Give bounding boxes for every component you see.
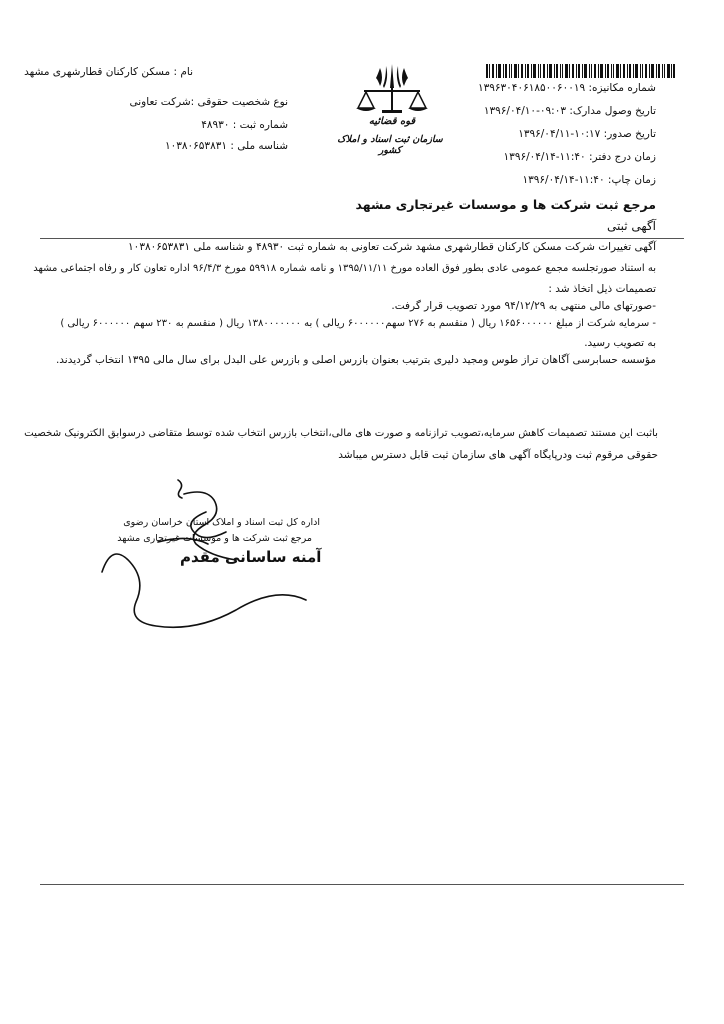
body-line-6: به تصویب رسید. [584, 337, 656, 349]
body-line-1: آگهی تغییرات شرکت مسکن کارکنان قطارشهری مشهد شرکت تعاونی به شماره ثبت ۴۸۹۳۰ و شناسه ملی ۱۰۳۸۰۶۵۳۸۳۱ [128, 241, 656, 253]
footer-note-line-1: باثبت این مستند تصمیمات کاهش سرمایه،تصویب ترازنامه و صورت های مالی،انتخاب بازرس انتخاب شده توسط متقاضی درسوابق الکترونیک شخصیت [24, 428, 658, 439]
signer-name: آمنه ساسانی مقدم [180, 548, 322, 566]
company-name-line: نام : مسکن کارکنان قطارشهری مشهد [24, 66, 193, 78]
bottom-divider [40, 884, 684, 885]
footer-note-line-2: حقوقی مرقوم ثبت ودرپایگاه آگهی های سازمان ثبت قابل دسترس میباشد [338, 449, 658, 461]
received-date: تاریخ وصول مدارک: ۰۹:۰۳-۱۳۹۶/۰۴/۱۰ [483, 105, 656, 117]
barcode-icon [486, 63, 676, 77]
mechanized-number: شماره مکانیزه: ۱۳۹۶۳۰۴۰۶۱۸۵۰۰۶۰۰۱۹ [477, 82, 656, 94]
signature-office-line-1: اداره کل ثبت اسناد و املاک استان خراسان رضوی [123, 517, 320, 528]
print-time: زمان چاپ: ۱۱:۴۰-۱۳۹۶/۰۴/۱۴ [522, 174, 656, 186]
body-line-5: - سرمایه شرکت از مبلغ ۱۶۵۶۰۰۰۰۰۰ ریال ( منقسم به ۲۷۶ سهم۶۰۰۰۰۰۰ ریالی ) به ۱۳۸۰۰۰۰۰۰۰ ریال ( منقسم به ۲۳۰ سهم ۶۰۰۰۰۰۰ ریالی ) [60, 318, 656, 329]
body-line-2: به استناد صورتجلسه مجمع عمومی عادی بطور فوق العاده مورخ ۱۳۹۵/۱۱/۱۱ و نامه شماره ۵۹۹۱۸ مورخ ۹۶/۴/۳ اداره تعاون کار و رفاه اجتماعی مشهد [33, 263, 656, 274]
national-id-line: شناسه ملی : ۱۰۳۸۰۶۵۳۸۳۱ [164, 140, 288, 152]
body-line-3: تصمیمات ذیل اتخاذ شد : [548, 283, 656, 295]
ad-title: آگهی ثبتی [607, 219, 656, 233]
issue-date: تاریخ صدور: ۱۰:۱۷-۱۳۹۶/۰۴/۱۱ [518, 128, 656, 140]
register-time: زمان درج دفتر: ۱۱:۴۰-۱۳۹۶/۰۴/۱۴ [503, 151, 656, 163]
body-line-7: مؤسسه حسابرسی آگاهان تراز طوس ومجید دلیری بترتیب بعنوان بازرس اصلی و بازرس علی البدل برای سال مالی ۱۳۹۵ انتخاب گردیدند. [55, 354, 656, 366]
signature-office-line-2: مرجع ثبت شرکت ها و موسسات غیرتجاری مشهد [117, 533, 312, 544]
registration-number-line: شماره ثبت : ۴۸۹۳۰ [201, 119, 288, 131]
reference-title: مرجع ثبت شرکت ها و موسسات غیرتجاری مشهد [355, 197, 656, 212]
organization-text: سازمان ثبت اسناد و املاک کشور [337, 134, 443, 156]
top-divider [40, 238, 684, 239]
body-line-4: -صورتهای مالی منتهی به ۹۴/۱۲/۲۹ مورد تصویب قرار گرفت. [391, 300, 656, 312]
entity-type-line: نوع شخصیت حقوقی :شرکت تعاونی [129, 96, 288, 108]
judiciary-text: قوه قضائیه [368, 116, 416, 127]
